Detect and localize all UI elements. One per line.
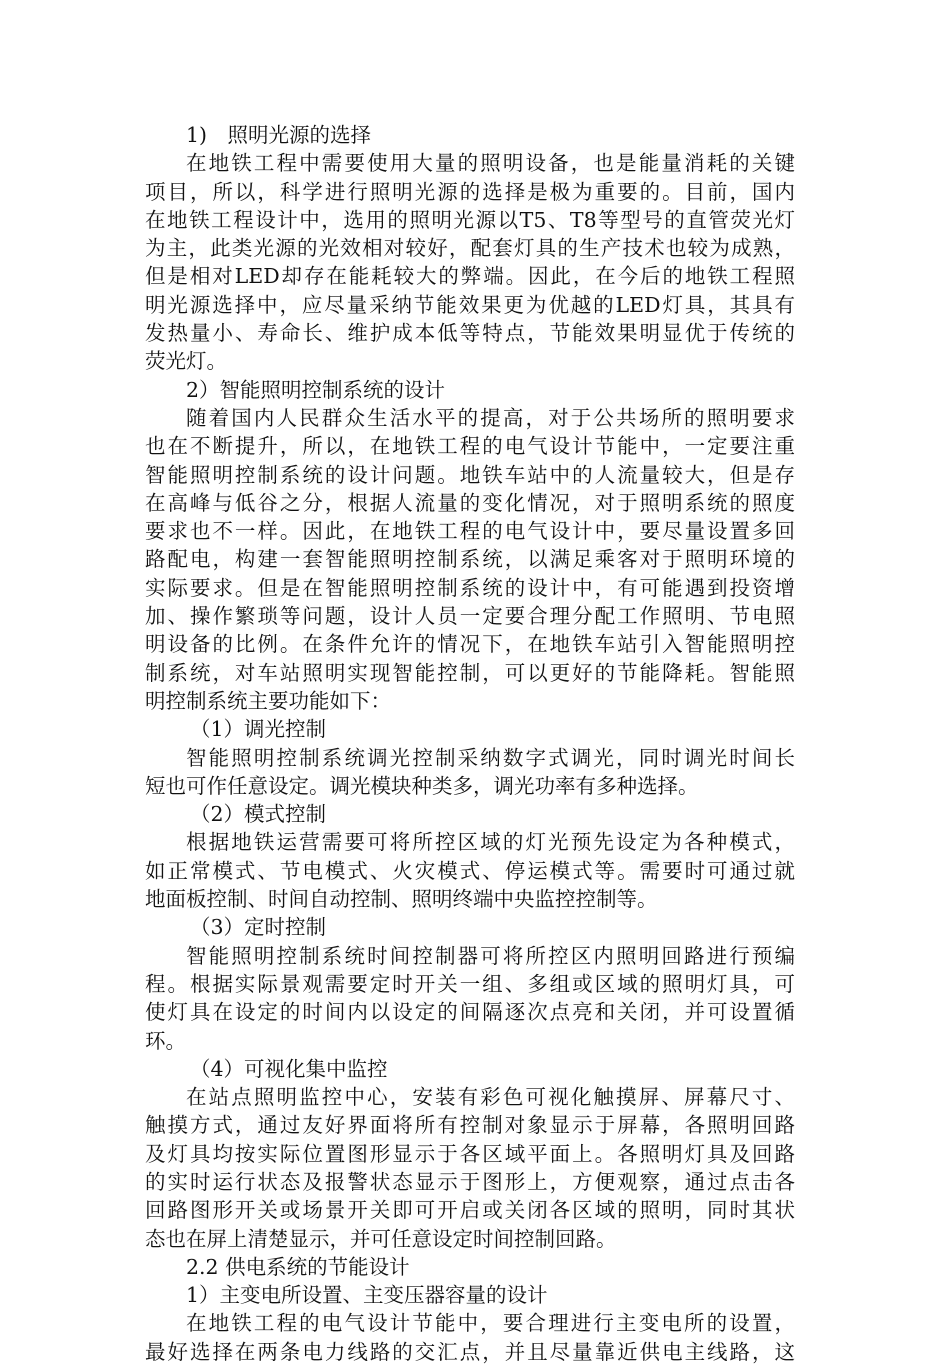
text-line: 1) 照明光源的选择 <box>186 123 372 147</box>
text-line: 智能照明控制系统时间控制器可将所控区内照明回路进行预编 <box>186 943 795 968</box>
text-line: （4）可视化集中监控 <box>190 1056 388 1081</box>
text-line: 及灯具均按实际位置图形显示于各区域平面上。各照明灯具及回路 <box>145 1141 795 1166</box>
text-line: 根据地铁运营需要可将所控区域的灯光预先设定为各种模式， <box>186 830 795 855</box>
text-line: 发热量小、寿命长、维护成本低等特点，节能效果明显优于传统的 <box>145 321 795 346</box>
text-line: 触摸方式，通过友好界面将所有控制对象显示于屏幕，各照明回路 <box>145 1113 795 1138</box>
text-line: 但是相对LED却存在能耗较大的弊端。因此，在今后的地铁工程照 <box>145 264 795 289</box>
text-line: 智能照明控制系统的设计问题。地铁车站中的人流量较大，但是存 <box>145 462 795 487</box>
text-line: 的实时运行状态及报警状态显示于图形上，方便观察，通过点击各 <box>145 1169 795 1194</box>
text-line: 荧光灯。 <box>145 349 227 374</box>
text-line: 使灯具在设定的时间内以设定的间隔逐次点亮和关闭，并可设置循 <box>145 1000 795 1025</box>
text-line: 制系统，对车站照明实现智能控制，可以更好的节能降耗。智能照 <box>145 660 795 685</box>
text-line: 环。 <box>145 1028 186 1053</box>
text-line: 项目，所以，科学进行照明光源的选择是极为重要的。目前，国内 <box>145 179 795 204</box>
document-body <box>145 121 795 1366</box>
text-line: 在站点照明监控中心，安装有彩色可视化触摸屏、屏幕尺寸、 <box>186 1085 795 1110</box>
text-line: （2）模式控制 <box>190 802 327 827</box>
text-line: 地面板控制、时间自动控制、照明终端中央监控控制等。 <box>145 887 658 912</box>
text-line: 加、操作繁琐等问题，设计人员一定要合理分配工作照明、节电照 <box>145 604 795 629</box>
text-line: 智能照明控制系统调光控制采纳数字式调光，同时调光时间长 <box>186 745 795 770</box>
text-line: 要求也不一样。因此，在地铁工程的电气设计中，要尽量设置多回 <box>145 519 795 544</box>
text-line: 回路图形开关或场景开关即可开启或关闭各区域的照明，同时其状 <box>145 1198 795 1223</box>
text-line: 如正常模式、节电模式、火灾模式、停运模式等。需要时可通过就 <box>145 858 795 883</box>
text-line: 路配电，构建一套智能照明控制系统，以满足乘客对于照明环境的 <box>145 547 795 572</box>
text-line: （3）定时控制 <box>190 915 327 940</box>
text-line: 随着国内人民群众生活水平的提高，对于公共场所的照明要求 <box>186 405 795 430</box>
text-line: 最好选择在两条电力线路的交汇点，并且尽量靠近供电主线路，这 <box>145 1339 795 1364</box>
text-line: 在地铁工程的电气设计节能中，要合理进行主变电所的设置， <box>186 1311 795 1336</box>
text-line: 明光源选择中，应尽量采纳节能效果更为优越的LED灯具，其具有 <box>145 292 795 317</box>
text-line: 在地铁工程中需要使用大量的照明设备，也是能量消耗的关键 <box>186 151 795 176</box>
text-line: 明控制系统主要功能如下： <box>145 688 391 713</box>
text-line: 明设备的比例。在条件允许的情况下，在地铁车站引入智能照明控 <box>145 632 795 657</box>
text-line: 程。根据实际景观需要定时开关一组、多组或区域的照明灯具，可 <box>145 971 795 996</box>
text-line: 为主，此类光源的光效相对较好，配套灯具的生产技术也较为成熟， <box>145 236 795 261</box>
text-line: 态也在屏上清楚显示，并可任意设定时间控制回路。 <box>145 1226 617 1251</box>
text-line: 在高峰与低谷之分，根据人流量的变化情况，对于照明系统的照度 <box>145 490 795 515</box>
text-line: 在地铁工程设计中，选用的照明光源以T5、T8等型号的直管荧光灯 <box>145 207 795 232</box>
text-line: （1）调光控制 <box>190 717 327 742</box>
text-line: 1）主变电所设置、主变压器容量的设计 <box>186 1283 548 1308</box>
text-line: 2.2 供电系统的节能设计 <box>186 1254 410 1279</box>
text-line: 也在不断提升，所以，在地铁工程的电气设计节能中，一定要注重 <box>145 434 795 459</box>
text-line: 短也可作任意设定。调光模块种类多，调光功率有多种选择。 <box>145 773 699 798</box>
text-line: 实际要求。但是在智能照明控制系统的设计中，有可能遇到投资增 <box>145 575 795 600</box>
text-line: 2）智能照明控制系统的设计 <box>186 377 446 402</box>
